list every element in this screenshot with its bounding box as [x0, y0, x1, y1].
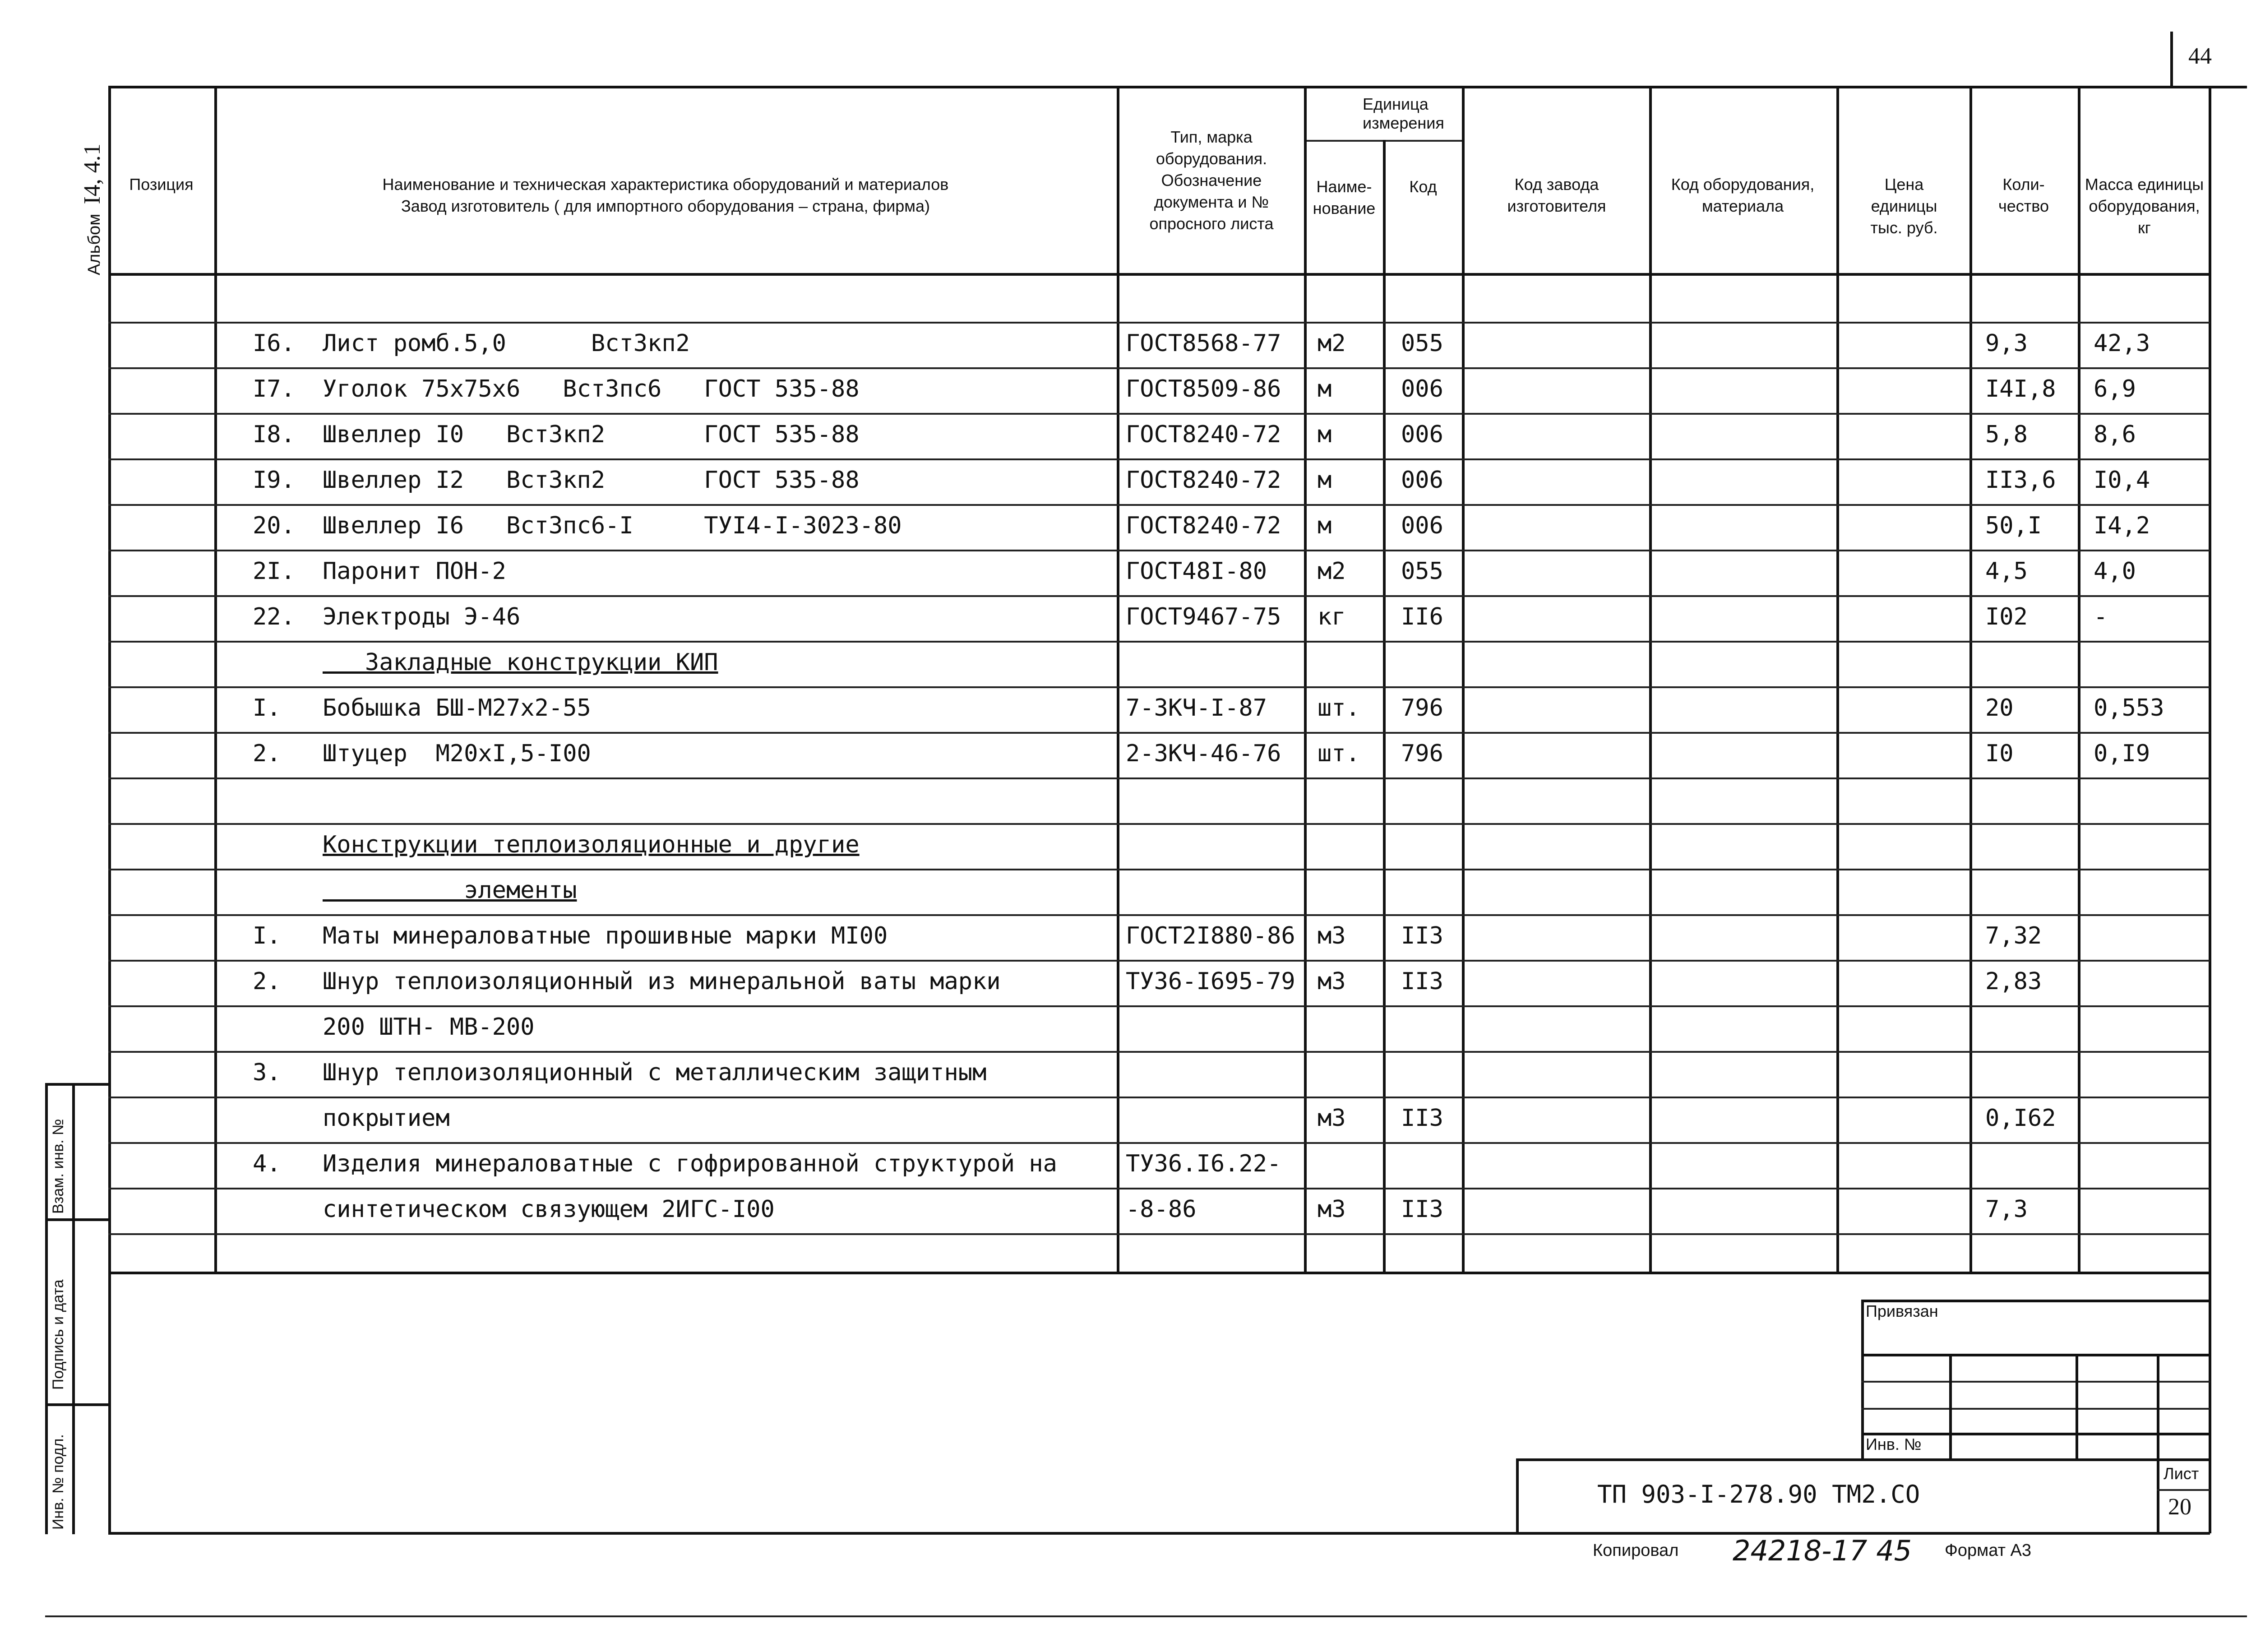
cell-code: II3	[1401, 1196, 1443, 1223]
cell-num: 2I.	[253, 558, 295, 585]
cell-name: элементы	[323, 877, 577, 904]
album-label: Альбом I4, 4.1	[79, 143, 105, 275]
cell-unit: м3	[1318, 1105, 1346, 1132]
stamp-privyazan: Привязан	[1866, 1302, 1938, 1320]
cell-unit: м2	[1318, 558, 1346, 585]
cell-mass: 8,6	[2094, 421, 2136, 448]
cell-code: 796	[1401, 694, 1443, 722]
cell-code: 006	[1401, 375, 1443, 403]
cell-name: синтетическом связующем 2ИГС-I00	[323, 1196, 775, 1223]
cell-unit: м	[1318, 375, 1332, 403]
cell-code: 006	[1401, 467, 1443, 494]
cell-name: Электроды Э-46	[323, 603, 521, 630]
cell-mass: I0,4	[2094, 467, 2150, 494]
cell-unit: м3	[1318, 922, 1346, 949]
cell-name: Конструкции теплоизоляционные и другие	[323, 831, 860, 858]
header-quantity: Коли-чество	[1998, 175, 2049, 215]
cell-name: Паронит ПОН-2	[323, 558, 506, 585]
cell-num: 2.	[253, 968, 281, 995]
cell-code: 055	[1401, 330, 1443, 357]
cell-qty: 9,3	[1985, 330, 2028, 357]
cell-name: Швеллер I2 ВстЗкп2 ГОСТ 535-88	[323, 467, 860, 494]
cell-name: Уголок 75х75х6 ВстЗпс6 ГОСТ 535-88	[323, 375, 860, 403]
header-factory-code: Код завода изготовителя	[1507, 175, 1606, 215]
cell-code: 055	[1401, 558, 1443, 585]
cell-doc: ГОСТ8568-77	[1126, 330, 1281, 357]
cell-unit: шт.	[1318, 740, 1360, 767]
stamp-vzam: Взам. инв. №	[50, 1119, 67, 1214]
stamp-inv-podl: Инв. № подл.	[50, 1434, 67, 1530]
cell-num: 4.	[253, 1150, 281, 1177]
cell-name: Закладные конструкции КИП	[323, 649, 718, 676]
cell-mass: 6,9	[2094, 375, 2136, 403]
cell-num: I.	[253, 922, 281, 949]
cell-doc: 7-ЗКЧ-I-87	[1126, 694, 1267, 722]
cell-name: Маты минераловатные прошивные марки МI00	[323, 922, 888, 949]
cell-unit: м3	[1318, 968, 1346, 995]
header-position: Позиция	[129, 175, 194, 194]
cell-code: II3	[1401, 968, 1443, 995]
cell-doc: ТУ36.I6.22-	[1126, 1150, 1281, 1177]
header-type: Тип, марка оборудования. Обозначение документа и № опросного листа	[1149, 128, 1274, 233]
footer-copied: Копировал	[1593, 1541, 1679, 1560]
cell-qty: I4I,8	[1985, 375, 2056, 403]
cell-unit: м2	[1318, 330, 1346, 357]
cell-doc: ГОСТ2I880-86	[1126, 922, 1295, 949]
cell-doc: ГОСТ8240-72	[1126, 512, 1281, 539]
header-mass: Масса единицы оборудования, кг	[2085, 175, 2204, 237]
cell-qty: 5,8	[1985, 421, 2028, 448]
cell-mass: I4,2	[2094, 512, 2150, 539]
cell-unit: кг	[1318, 603, 1346, 630]
cell-name: Шнур теплоизоляционный с металлическим защитным	[323, 1059, 987, 1086]
cell-num: I.	[253, 694, 281, 722]
header-name: Наименование и техническая характеристика оборудований и материалов Завод изготовитель ( для импортного оборудования – страна, фирма)	[382, 175, 949, 215]
cell-mass: 0,I9	[2094, 740, 2150, 767]
cell-mass: 0,553	[2094, 694, 2164, 722]
cell-num: 3.	[253, 1059, 281, 1086]
cell-code: II3	[1401, 922, 1443, 949]
cell-unit: м3	[1318, 1196, 1346, 1223]
cell-qty: I02	[1985, 603, 2028, 630]
cell-num: I8.	[253, 421, 295, 448]
cell-unit: м	[1318, 512, 1332, 539]
cell-num: I6.	[253, 330, 295, 357]
cell-mass: 42,3	[2094, 330, 2150, 357]
cell-num: 2.	[253, 740, 281, 767]
cell-name: Лист ромб.5,0 ВстЗкп2	[323, 330, 690, 357]
footer-format: Формат А3	[1945, 1541, 2032, 1560]
cell-doc: 2-ЗКЧ-46-76	[1126, 740, 1281, 767]
cell-num: 20.	[253, 512, 295, 539]
cell-num: I9.	[253, 467, 295, 494]
cell-unit: шт.	[1318, 694, 1360, 722]
cell-qty: 4,5	[1985, 558, 2028, 585]
cell-name: покрытием	[323, 1105, 450, 1132]
cell-name: Шнур теплоизоляционный из минеральной ваты марки	[323, 968, 1001, 995]
cell-doc: ГОСТ48I-80	[1126, 558, 1267, 585]
cell-doc: ГОСТ8509-86	[1126, 375, 1281, 403]
stamp-list-no: 20	[2168, 1494, 2191, 1520]
cell-code: II6	[1401, 603, 1443, 630]
cell-qty: 7,32	[1985, 922, 2042, 949]
cell-qty: I0	[1985, 740, 2014, 767]
cell-unit: м	[1318, 421, 1332, 448]
cell-code: 006	[1401, 421, 1443, 448]
cell-name: Бобышка БШ-М27х2-55	[323, 694, 591, 722]
stamp-designation: ТП 903-I-278.90 ТМ2.СО	[1597, 1480, 1920, 1509]
cell-name: Швеллер I0 ВстЗкп2 ГОСТ 535-88	[323, 421, 860, 448]
cell-name: Швеллер I6 ВстЗпс6-I ТУI4-I-3023-80	[323, 512, 902, 539]
cell-name: Штуцер М20хI,5-I00	[323, 740, 591, 767]
cell-doc: ТУ36-I695-79	[1126, 968, 1295, 995]
cell-doc: ГОСТ8240-72	[1126, 467, 1281, 494]
cell-doc: ГОСТ9467-75	[1126, 603, 1281, 630]
cell-name: Изделия минераловатные с гофрированной структурой на	[323, 1150, 1057, 1177]
cell-qty: II3,6	[1985, 467, 2056, 494]
header-price: Цена единицы тыс. руб.	[1870, 175, 1938, 237]
stamp-list-label: Лист	[2164, 1464, 2199, 1483]
header-equipment-code: Код оборудования, материала	[1671, 175, 1815, 215]
cell-unit: м	[1318, 467, 1332, 494]
cell-mass: -	[2094, 603, 2108, 630]
cell-code: 796	[1401, 740, 1443, 767]
footer-number: 24218-17 45	[1733, 1534, 1912, 1567]
cell-code: 006	[1401, 512, 1443, 539]
cell-num: 22.	[253, 603, 295, 630]
stamp-inv-no: Инв. №	[1866, 1435, 1922, 1453]
cell-code: II3	[1401, 1105, 1443, 1132]
header-unit-code: Код	[1409, 177, 1437, 196]
header-unit-name: Наиме-нование	[1313, 177, 1376, 217]
cell-doc: ГОСТ8240-72	[1126, 421, 1281, 448]
sheet-number: 44	[2188, 43, 2212, 69]
cell-qty: 50,I	[1985, 512, 2042, 539]
cell-qty: 20	[1985, 694, 2014, 722]
header-unit-group: Единица измерения	[1363, 95, 1444, 132]
cell-qty: 2,83	[1985, 968, 2042, 995]
cell-name: 200 ШТН- МВ-200	[323, 1013, 535, 1041]
stamp-podpis: Подпись и дата	[50, 1279, 67, 1390]
cell-num: I7.	[253, 375, 295, 403]
cell-mass: 4,0	[2094, 558, 2136, 585]
cell-doc: -8-86	[1126, 1196, 1197, 1223]
cell-qty: 0,I62	[1985, 1105, 2056, 1132]
cell-qty: 7,3	[1985, 1196, 2028, 1223]
